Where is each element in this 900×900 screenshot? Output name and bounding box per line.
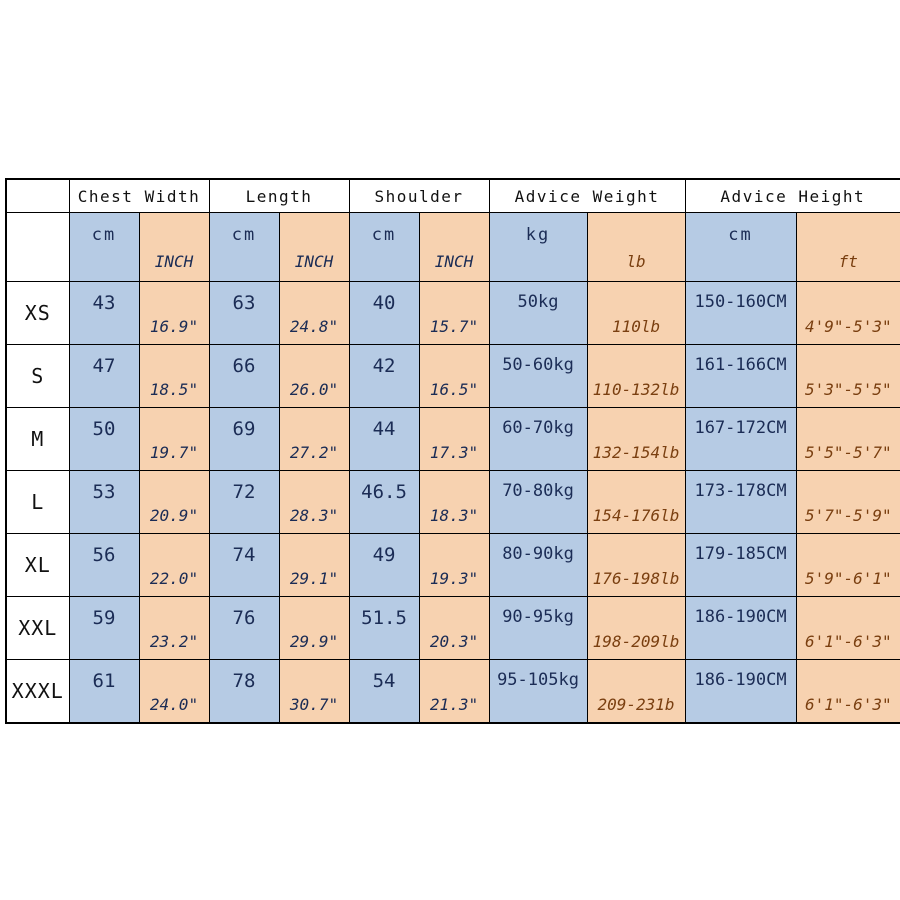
- cell-weight-lb: 176-198lb: [587, 534, 685, 597]
- cell-height-cm: 161-166CM: [685, 345, 796, 408]
- cell-length-inch: 29.9": [279, 597, 349, 660]
- cell-chest-cm: 50: [69, 408, 139, 471]
- cell-chest-inch: 20.9": [139, 471, 209, 534]
- header-advice-weight: Advice Weight: [489, 179, 685, 213]
- unit-length-cm: cm: [209, 213, 279, 282]
- cell-height-cm: 173-178CM: [685, 471, 796, 534]
- cell-chest-inch: 23.2": [139, 597, 209, 660]
- cell-length-cm: 76: [209, 597, 279, 660]
- cell-chest-inch: 19.7": [139, 408, 209, 471]
- cell-length-cm: 78: [209, 660, 279, 724]
- cell-shoulder-inch: 16.5": [419, 345, 489, 408]
- table-row: [6, 471, 900, 534]
- cell-chest-inch: 18.5": [139, 345, 209, 408]
- cell-shoulder-cm: 42: [349, 345, 419, 408]
- cell-chest-cm: 56: [69, 534, 139, 597]
- cell-length-inch: 26.0": [279, 345, 349, 408]
- unit-height-cm: cm: [685, 213, 796, 282]
- cell-shoulder-cm: 46.5: [349, 471, 419, 534]
- table-row: [6, 660, 900, 724]
- cell-height-ft: 5'3"-5'5": [796, 345, 900, 408]
- cell-height-cm: 150-160CM: [685, 282, 796, 345]
- cell-shoulder-cm: 44: [349, 408, 419, 471]
- cell-length-cm: 66: [209, 345, 279, 408]
- cell-weight-kg: 50-60kg: [489, 345, 587, 408]
- row-size-label: XS: [6, 282, 69, 345]
- cell-shoulder-cm: 40: [349, 282, 419, 345]
- cell-length-cm: 74: [209, 534, 279, 597]
- unit-weight-kg: kg: [489, 213, 587, 282]
- cell-weight-kg: 60-70kg: [489, 408, 587, 471]
- unit-header-row: [6, 213, 900, 282]
- table-row: [6, 408, 900, 471]
- cell-height-ft: 4'9"-5'3": [796, 282, 900, 345]
- cell-height-ft: 5'5"-5'7": [796, 408, 900, 471]
- cell-chest-cm: 59: [69, 597, 139, 660]
- cell-weight-kg: 95-105kg: [489, 660, 587, 724]
- header-chest-width: Chest Width: [69, 179, 209, 213]
- cell-shoulder-inch: 20.3": [419, 597, 489, 660]
- cell-height-cm: 186-190CM: [685, 660, 796, 724]
- cell-length-inch: 24.8": [279, 282, 349, 345]
- cell-shoulder-cm: 49: [349, 534, 419, 597]
- unit-shoulder-cm: cm: [349, 213, 419, 282]
- cell-shoulder-inch: 21.3": [419, 660, 489, 724]
- row-size-label: M: [6, 408, 69, 471]
- unit-corner-cell: [6, 213, 69, 282]
- size-chart-container: [5, 178, 895, 713]
- cell-chest-cm: 53: [69, 471, 139, 534]
- cell-weight-lb: 110lb: [587, 282, 685, 345]
- unit-chest-cm: cm: [69, 213, 139, 282]
- unit-length-inch: INCH: [279, 213, 349, 282]
- cell-length-inch: 27.2": [279, 408, 349, 471]
- cell-length-cm: 69: [209, 408, 279, 471]
- size-chart-table: [5, 178, 900, 724]
- cell-weight-kg: 80-90kg: [489, 534, 587, 597]
- row-size-label: L: [6, 471, 69, 534]
- row-size-label: S: [6, 345, 69, 408]
- cell-chest-inch: 24.0": [139, 660, 209, 724]
- header-shoulder: Shoulder: [349, 179, 489, 213]
- table-row: [6, 534, 900, 597]
- cell-height-cm: 179-185CM: [685, 534, 796, 597]
- cell-weight-kg: 70-80kg: [489, 471, 587, 534]
- row-size-label: XXXL: [6, 660, 69, 724]
- cell-weight-lb: 154-176lb: [587, 471, 685, 534]
- group-header-row: [6, 179, 900, 213]
- cell-chest-inch: 16.9": [139, 282, 209, 345]
- cell-shoulder-inch: 15.7": [419, 282, 489, 345]
- cell-length-inch: 29.1": [279, 534, 349, 597]
- table-row: [6, 597, 900, 660]
- cell-shoulder-inch: 17.3": [419, 408, 489, 471]
- cell-height-ft: 6'1"-6'3": [796, 597, 900, 660]
- cell-height-ft: 6'1"-6'3": [796, 660, 900, 724]
- unit-chest-inch: INCH: [139, 213, 209, 282]
- cell-shoulder-cm: 54: [349, 660, 419, 724]
- cell-weight-lb: 132-154lb: [587, 408, 685, 471]
- unit-height-ft: ft: [796, 213, 900, 282]
- cell-height-ft: 5'7"-5'9": [796, 471, 900, 534]
- cell-height-cm: 167-172CM: [685, 408, 796, 471]
- unit-weight-lb: lb: [587, 213, 685, 282]
- cell-weight-lb: 209-231b: [587, 660, 685, 724]
- header-length: Length: [209, 179, 349, 213]
- cell-shoulder-inch: 18.3": [419, 471, 489, 534]
- table-row: [6, 345, 900, 408]
- cell-chest-cm: 43: [69, 282, 139, 345]
- header-advice-height: Advice Height: [685, 179, 900, 213]
- cell-chest-cm: 47: [69, 345, 139, 408]
- cell-weight-kg: 50kg: [489, 282, 587, 345]
- cell-length-inch: 30.7": [279, 660, 349, 724]
- cell-chest-inch: 22.0": [139, 534, 209, 597]
- cell-chest-cm: 61: [69, 660, 139, 724]
- row-size-label: XXL: [6, 597, 69, 660]
- cell-height-ft: 5'9"-6'1": [796, 534, 900, 597]
- corner-cell: [6, 179, 69, 213]
- cell-weight-lb: 110-132lb: [587, 345, 685, 408]
- cell-shoulder-inch: 19.3": [419, 534, 489, 597]
- row-size-label: XL: [6, 534, 69, 597]
- unit-shoulder-inch: INCH: [419, 213, 489, 282]
- cell-weight-lb: 198-209lb: [587, 597, 685, 660]
- cell-shoulder-cm: 51.5: [349, 597, 419, 660]
- table-row: [6, 282, 900, 345]
- cell-length-cm: 63: [209, 282, 279, 345]
- cell-height-cm: 186-190CM: [685, 597, 796, 660]
- cell-length-cm: 72: [209, 471, 279, 534]
- cell-length-inch: 28.3": [279, 471, 349, 534]
- cell-weight-kg: 90-95kg: [489, 597, 587, 660]
